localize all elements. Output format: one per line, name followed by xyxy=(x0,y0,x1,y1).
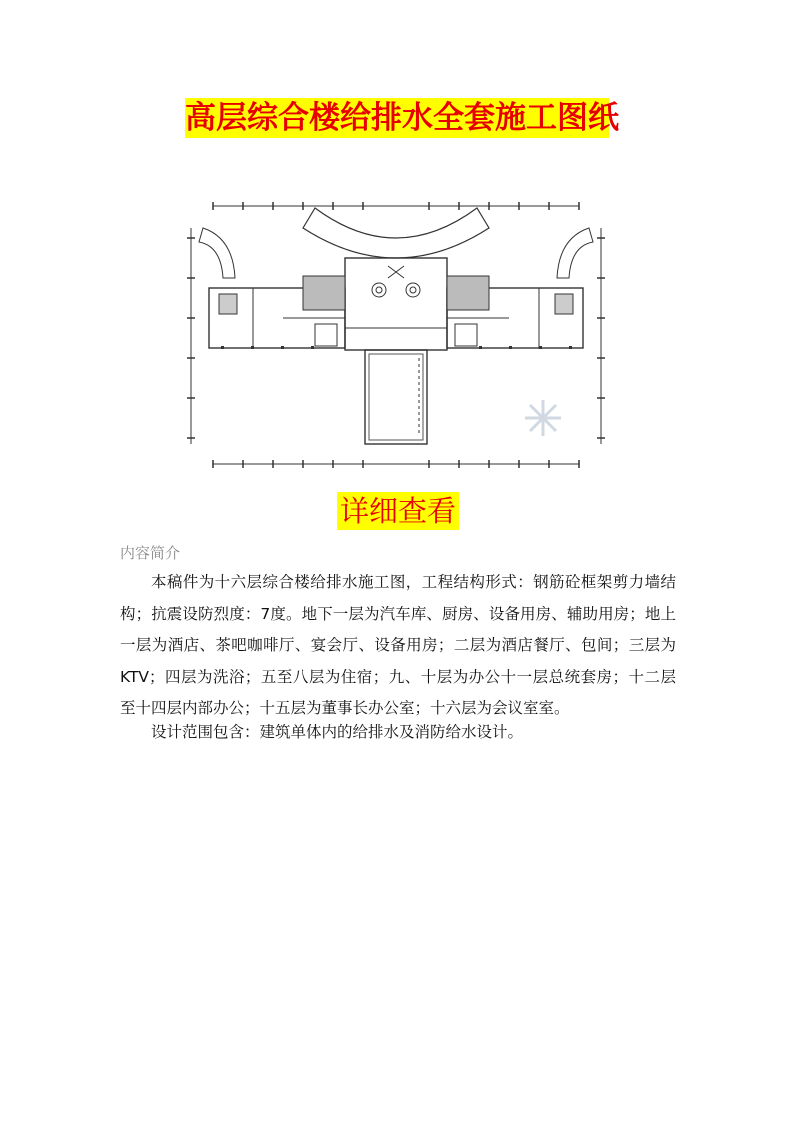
floor-plan-drawing xyxy=(183,198,609,474)
page-title: 高层综合楼给排水全套施工图纸 xyxy=(185,100,619,136)
snowflake-watermark xyxy=(525,400,561,436)
section-title: 内容简介 xyxy=(120,544,181,562)
scope-paragraph: 设计范围包含：建筑单体内的给排水及消防给水设计。 xyxy=(151,723,524,741)
floor-plan-image xyxy=(183,198,609,474)
view-details-link[interactable]: 详细查看 xyxy=(337,492,459,530)
intro-paragraph: 本稿件为十六层综合楼给排水施工图，工程结构形式：钢筋砼框架剪力墙结构；抗震设防烈度：7度。地下一层为汽车库、厨房、设备用房、辅助用房；地上一层为酒店、茶吧咖啡厅、宴会厅、设备用房；二层为酒店餐厅、包间；三层为KTV；四层为洗浴；五至八层为住宿；九、十层为办公十一层总统套房；十二层至十四层内部办公；十五层为董事长办公室；十六层为会议室室。 xyxy=(120,573,676,717)
